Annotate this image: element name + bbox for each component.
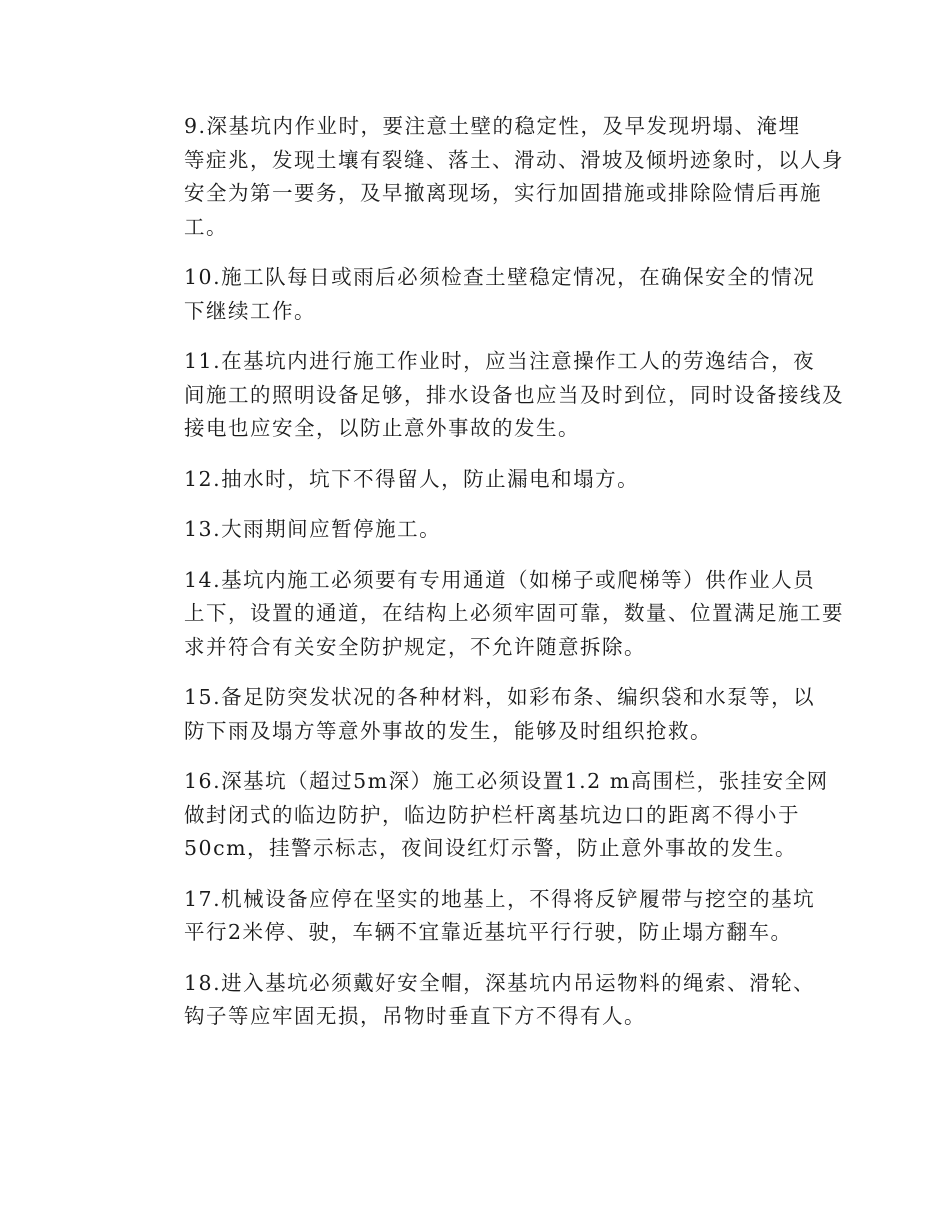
paragraph-line: 工。 bbox=[184, 214, 228, 239]
paragraph-item-12 bbox=[142, 463, 812, 497]
paragraph-line: 16.深基坑（超过5m深）施工必须设置1.2 m高围栏，张挂安全网 bbox=[184, 769, 829, 793]
paragraph-line: 做封闭式的临边防护，临边防护栏杆离基坑边口的距离不得小于 bbox=[184, 802, 800, 827]
paragraph-item-16 bbox=[142, 765, 829, 866]
paragraph-line: 接电也应安全，以防止意外事故的发生。 bbox=[184, 416, 580, 440]
paragraph-line: 平行2米停、驶，车辆不宜靠近基坑平行行驶，防止塌方翻车。 bbox=[184, 920, 793, 944]
paragraph-line: 9.深基坑内作业时，要注意土壁的稳定性，及早发现坍塌、淹埋 bbox=[184, 114, 801, 138]
paragraph-line: 13.大雨期间应暂停施工。 bbox=[184, 517, 442, 541]
paragraph-line: 等症兆，发现土壤有裂缝、落土、滑动、滑坡及倾坍迹象时，以人身 bbox=[184, 147, 844, 172]
paragraph-line: 求并符合有关安全防护规定，不允许随意拆除。 bbox=[184, 634, 646, 659]
paragraph-item-11 bbox=[142, 345, 844, 446]
paragraph-line: 10.施工队每日或雨后必须检查土壁稳定情况，在确保安全的情况 bbox=[184, 265, 816, 289]
paragraph-item-13 bbox=[142, 513, 812, 547]
paragraph-item-14 bbox=[142, 564, 844, 665]
paragraph-item-18 bbox=[142, 967, 816, 1034]
paragraph-line: 50cm，挂警示标志，夜间设红灯示警，防止意外事故的发生。 bbox=[184, 836, 798, 860]
paragraph-line: 间施工的照明设备足够，排水设备也应当及时到位，同时设备接线及 bbox=[184, 382, 844, 407]
paragraph-line: 上下，设置的通道，在结构上必须牢固可靠，数量、位置满足施工要 bbox=[184, 601, 844, 625]
paragraph-line: 安全为第一要务，及早撤离现场，实行加固措施或排除险情后再施 bbox=[184, 181, 822, 205]
paragraph-line: 下继续工作。 bbox=[184, 298, 316, 323]
paragraph-item-9 bbox=[142, 110, 844, 244]
paragraph-line: 11.在基坑内进行施工作业时，应当注意操作工人的劳逸结合，夜 bbox=[184, 349, 816, 373]
paragraph-line: 钩子等应牢固无损，吊物时垂直下方不得有人。 bbox=[184, 1004, 646, 1028]
paragraph-line: 14.基坑内施工必须要有专用通道（如梯子或爬梯等）供作业人员 bbox=[184, 567, 816, 592]
paragraph-line: 防下雨及塌方等意外事故的发生，能够及时组织抢救。 bbox=[184, 718, 712, 743]
paragraph-item-17 bbox=[142, 883, 816, 950]
paragraph-line: 15.备足防突发状况的各种材料，如彩布条、编织袋和水泵等，以 bbox=[184, 685, 816, 709]
paragraph-line: 17.机械设备应停在坚实的地基上，不得将反铲履带与挖空的基坑 bbox=[184, 886, 816, 911]
paragraph-line: 18.进入基坑必须戴好安全帽，深基坑内吊运物料的绳索、滑轮、 bbox=[184, 970, 816, 995]
document-body bbox=[142, 110, 844, 1051]
paragraph-item-15 bbox=[142, 681, 816, 748]
paragraph-item-10 bbox=[142, 261, 816, 328]
paragraph-line: 12.抽水时，坑下不得留人，防止漏电和塌方。 bbox=[184, 466, 640, 491]
